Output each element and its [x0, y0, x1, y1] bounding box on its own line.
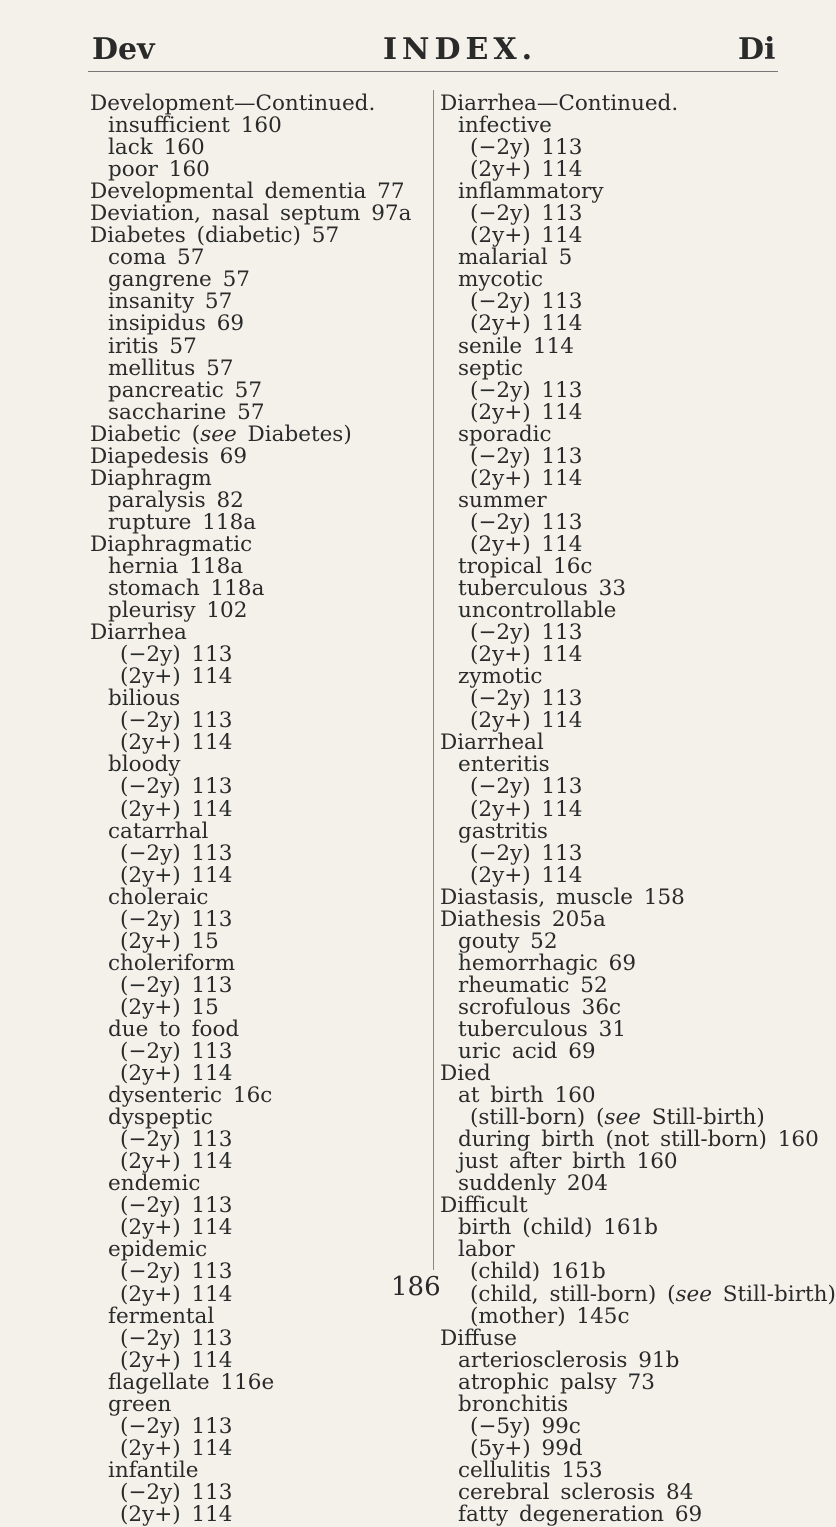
column-divider [433, 90, 434, 1270]
index-entry: (2y+) 114 [470, 399, 583, 425]
index-entry: just after birth 160 [458, 1149, 678, 1175]
index-entry: (2y+) 114 [120, 730, 233, 756]
index-entry: labor [458, 1237, 515, 1263]
index-entry: (2y+) 114 [120, 1215, 233, 1241]
index-entry: (−2y) 113 [120, 1479, 233, 1505]
index-entry: insipidus 69 [108, 311, 245, 337]
index-entry: epidemic [108, 1237, 208, 1263]
index-entry: scrofulous 36c [458, 994, 622, 1020]
index-entry: Diastasis, muscle 158 [440, 884, 685, 910]
index-entry: choleraic [108, 884, 209, 910]
index-entry: senile 114 [458, 333, 574, 359]
index-entry: fermental [108, 1303, 215, 1329]
header-right-guide-word: Di [738, 32, 776, 67]
index-entry: (2y+) 114 [120, 1061, 233, 1087]
index-entry: (2y+) 114 [470, 157, 583, 183]
index-entry: Diarrheal [440, 730, 544, 756]
index-entry: bronchitis [458, 1391, 569, 1417]
index-entry: endemic [108, 1171, 201, 1197]
index-entry: (−2y) 113 [120, 1413, 233, 1439]
index-entry: (2y+) 114 [120, 1435, 233, 1461]
index-entry: rheumatic 52 [458, 972, 608, 998]
index-entry: (2y+) 114 [470, 311, 583, 337]
index-entry: choleriform [108, 950, 236, 976]
index-entry: poor 160 [108, 157, 210, 183]
index-entry: insanity 57 [108, 289, 233, 315]
index-entry: Deviation, nasal septum 97a [90, 201, 412, 227]
right-index-column [440, 91, 836, 1527]
index-entry: (−2y) 113 [120, 642, 233, 668]
index-entry: (−2y) 113 [120, 1259, 233, 1285]
index-entry: infective [458, 113, 552, 139]
index-entry: (−2y) 113 [470, 620, 583, 646]
index-entry: cellulitis 153 [458, 1457, 603, 1483]
index-entry: septic [458, 355, 524, 381]
index-entry: (−2y) 113 [120, 708, 233, 734]
index-entry: (still-born) (see Still-birth) [470, 1105, 765, 1131]
index-entry: insufficient 160 [108, 113, 282, 139]
index-entry: zymotic [458, 664, 543, 690]
index-entry: mycotic [458, 267, 544, 293]
index-entry: uric acid 69 [458, 1039, 596, 1065]
index-entry: summer [458, 487, 547, 513]
index-entry: Developmental dementia 77 [90, 179, 405, 205]
index-entry: during birth (not still-born) 160 [458, 1127, 819, 1153]
index-entry: Diathesis 205a [440, 906, 606, 932]
page-number: 186 [391, 1272, 441, 1302]
index-entry: Diabetic (see Diabetes) [90, 421, 352, 447]
index-entry: cerebral sclerosis 84 [458, 1479, 694, 1505]
index-entry: (2y+) 114 [120, 1281, 233, 1307]
index-entry: (2y+) 114 [470, 796, 583, 822]
index-entry: arteriosclerosis 91b [458, 1347, 680, 1373]
index-entry: (−2y) 113 [120, 972, 233, 998]
index-entry: due to food [108, 1016, 240, 1042]
header-title: INDEX. [383, 32, 538, 67]
index-entry: dysenteric 16c [108, 1083, 273, 1109]
index-entry: (2y+) 114 [120, 1347, 233, 1373]
index-entry: (−2y) 113 [470, 840, 583, 866]
index-entry: (2y+) 114 [470, 531, 583, 557]
index-entry: Diaphragm [90, 465, 212, 491]
index-entry: at birth 160 [458, 1083, 596, 1109]
index-entry: pleurisy 102 [108, 598, 248, 624]
header-left-guide-word: Dev [92, 32, 155, 67]
index-entry: (−2y) 113 [120, 906, 233, 932]
index-entry: saccharine 57 [108, 399, 265, 425]
index-entry: Died [440, 1061, 491, 1087]
index-entry: (2y+) 15 [120, 994, 219, 1020]
index-entry: green [108, 1391, 172, 1417]
header-rule [88, 71, 778, 72]
index-entry: tuberculous 31 [458, 1016, 627, 1042]
index-entry: iritis 57 [108, 333, 197, 359]
index-entry: (mother) 145c [470, 1303, 630, 1329]
index-entry: Diaphragmatic [90, 531, 253, 557]
index-entry: (−2y) 113 [120, 774, 233, 800]
index-entry: Diarrhea—Continued. [440, 91, 679, 116]
index-entry: (2y+) 114 [470, 223, 583, 249]
index-entry: hernia 118a [108, 553, 244, 579]
index-entry: bilious [108, 686, 181, 712]
index-entry: inflammatory [458, 179, 604, 205]
index-entry: (2y+) 114 [470, 862, 583, 888]
index-entry: (2y+) 114 [470, 708, 583, 734]
index-entry: (child, still-born) (see Still-birth) [470, 1281, 836, 1307]
index-entry: Diffuse [440, 1325, 517, 1351]
left-index-column [90, 93, 430, 1526]
index-entry: (2y+) 114 [120, 664, 233, 690]
index-entry: (−2y) 113 [470, 774, 583, 800]
index-entry: uncontrollable [458, 598, 617, 624]
running-header [0, 32, 801, 72]
index-entry: (−5y) 99c [470, 1413, 581, 1439]
index-entry: (child) 161b [470, 1259, 606, 1285]
index-entry: (−2y) 113 [470, 443, 583, 469]
index-entry: malarial 5 [458, 245, 573, 271]
index-entry: mellitus 57 [108, 355, 234, 381]
index-entry: (2y+) 15 [120, 928, 219, 954]
index-entry: gouty 52 [458, 928, 558, 954]
index-entry: rupture 118a [108, 509, 257, 535]
index-entry: pancreatic 57 [108, 377, 263, 403]
index-entry: (2y+) 114 [120, 796, 233, 822]
index-entry: Difficult [440, 1193, 528, 1219]
index-entry: (−2y) 113 [120, 1325, 233, 1351]
index-entry: infantile [108, 1457, 199, 1483]
index-entry: Diapedesis 69 [90, 443, 248, 469]
index-entry: (−2y) 113 [470, 686, 583, 712]
index-entry: (−2y) 113 [470, 377, 583, 403]
index-entry: sporadic [458, 421, 552, 447]
index-entry: enteritis [458, 752, 550, 778]
index-entry: (2y+) 114 [120, 1149, 233, 1175]
index-entry: birth (child) 161b [458, 1215, 659, 1241]
index-entry: (−2y) 113 [120, 840, 233, 866]
index-entry: tuberculous 33 [458, 576, 627, 602]
index-entry: (−2y) 113 [120, 1127, 233, 1153]
index-entry: catarrhal [108, 818, 209, 844]
index-entry: (2y+) 114 [120, 1502, 233, 1527]
index-entry: tropical 16c [458, 553, 593, 579]
index-entry: lack 160 [108, 135, 205, 161]
index-entry: suddenly 204 [458, 1171, 608, 1197]
index-entry: (2y+) 114 [120, 862, 233, 888]
index-entry: (2y+) 114 [470, 642, 583, 668]
index-entry: gastritis [458, 818, 548, 844]
index-entry: Diabetes (diabetic) 57 [90, 223, 340, 249]
index-entry: (−2y) 113 [470, 135, 583, 161]
index-entry: fatty degeneration 69 [458, 1502, 703, 1527]
index-entry: (−2y) 113 [470, 201, 583, 227]
index-entry: (5y+) 99d [470, 1435, 583, 1461]
index-entry: Diarrhea [90, 620, 187, 646]
index-entry: dyspeptic [108, 1105, 213, 1131]
index-entry: gangrene 57 [108, 267, 250, 293]
index-entry: Development—Continued. [90, 91, 376, 116]
index-entry: paralysis 82 [108, 487, 244, 513]
index-entry: flagellate 116e [108, 1369, 275, 1395]
index-entry: (2y+) 114 [470, 465, 583, 491]
index-entry: (−2y) 113 [120, 1193, 233, 1219]
index-entry: (−2y) 113 [470, 289, 583, 315]
index-entry: hemorrhagic 69 [458, 950, 636, 976]
index-entry: stomach 118a [108, 576, 265, 602]
index-entry: (−2y) 113 [120, 1039, 233, 1065]
index-entry: bloody [108, 752, 181, 778]
index-entry: atrophic palsy 73 [458, 1369, 655, 1395]
index-entry: coma 57 [108, 245, 205, 271]
index-entry: (−2y) 113 [470, 509, 583, 535]
